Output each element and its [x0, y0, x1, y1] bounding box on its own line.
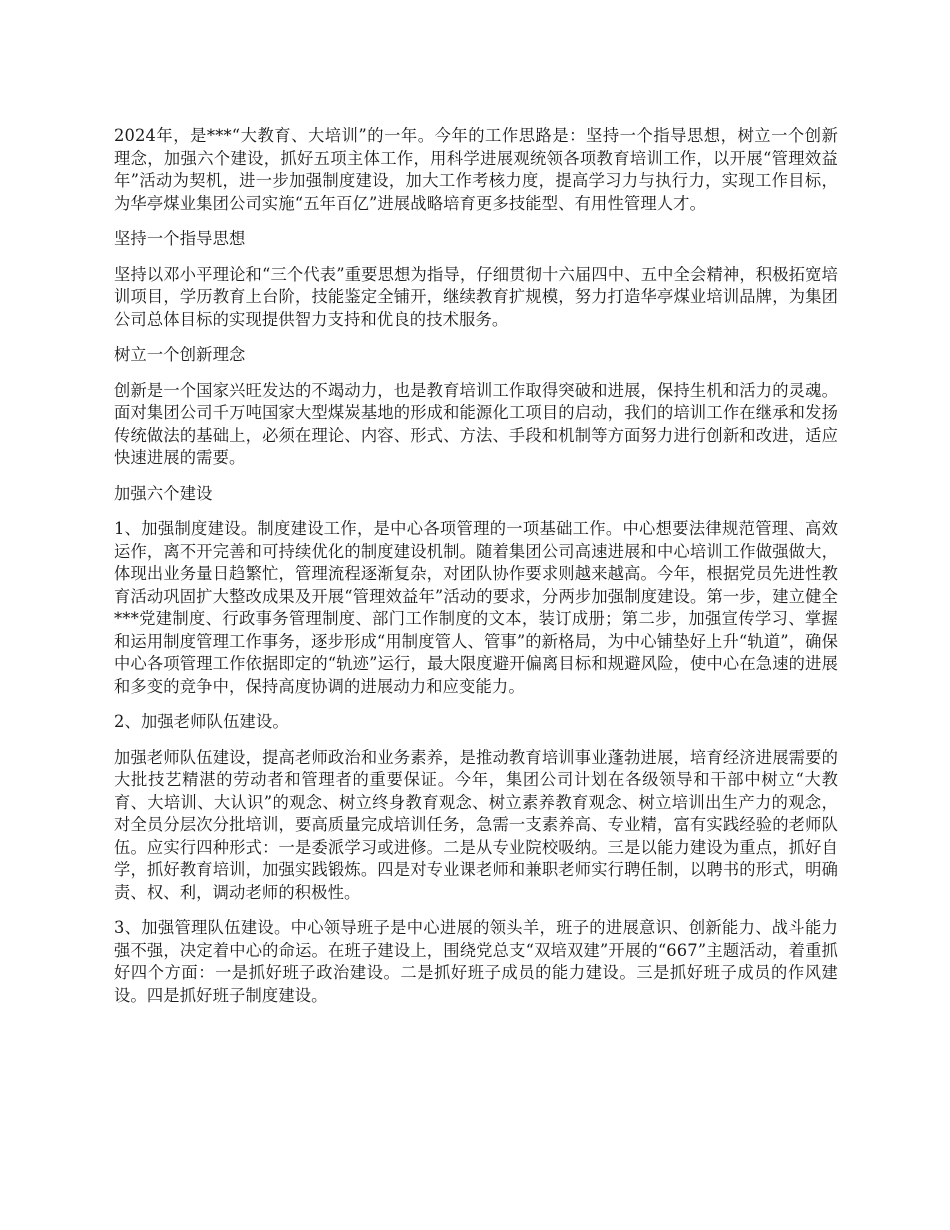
innovation-paragraph: 创新是一个国家兴旺发达的不竭动力，也是教育培训工作取得突破和进展，保持生机和活力的灵魂。面对集团公司千万吨国家大型煤炭基地的形成和能源化工项目的启动，我们的培训工作在继承和发扬传统做法的基础上，必须在理论、内容、形式、方法、手段和机制等方面努力进行创新和改进，适应快速进展的需要。	[114, 380, 838, 467]
section-heading-six-constructions: 加强六个建设	[114, 483, 213, 503]
document-body	[114, 125, 838, 1020]
system-construction-paragraph: 1、加强制度建设。制度建设工作，是中心各项管理的一项基础工作。中心想要法律规范管理、高效运作，离不开完善和可持续优化的制度建设机制。随着集团公司高速进展和中心培训工作做强做大，体现出业务量日趋繁忙，管理流程逐渐复杂，对团队协作要求则越来越高。今年，根据党员先进性教育活动巩固扩大整改成果及开展“管理效益年”活动的要求，分两步加强制度建设。第一步，建立健全***党建制度、行政事务管理制度、部门工作制度的文本，装订成册；第二步，加强宣传学习、掌握和运用制度管理工作事务，逐步形成“用制度管人、管事”的新格局，为中心铺垫好上升“轨道”，确保中心各项管理工作依据即定的“轨迹”运行，最大限度避开偏离目标和规避风险，使中心在急速的进展和多变的竞争中，保持高度协调的进展动力和应变能力。	[114, 519, 839, 696]
section-heading-teacher-team: 2、加强老师队伍建设。	[114, 712, 289, 731]
guiding-thought-paragraph: 坚持以邓小平理论和“三个代表”重要思想为指导，仔细贯彻十六届四中、五中全会精神，积极拓宽培训项目，学历教育上台阶，技能鉴定全铺开，继续教育扩规模，努力打造华亭煤业培训品牌，为集团公司总体目标的实现提供智力支持和优良的技术服务。	[114, 264, 838, 329]
section-heading-guiding-thought: 坚持一个指导思想	[114, 229, 246, 248]
teacher-team-paragraph: 加强老师队伍建设，提高老师政治和业务素养，是推动教育培训事业蓬勃进展，培育经济进展需要的大批技艺精湛的劳动者和管理者的重要保证。今年，集团公司计划在各级领导和干部中树立“大教育、大培训、大认识”的观念、树立终身教育观念、树立素养教育观念、树立培训出生产力的观念，对全员分层次分批培训，要高质量完成培训任务，急需一支素养高、专业精，富有实践经验的老师队伍。应实行四种形式：一是委派学习或进修。二是从专业院校吸纳。三是以能力建设为重点，抓好自学，抓好教育培训，加强实践锻炼。四是对专业课老师和兼职老师实行聘任制，以聘书的形式，明确责、权、利，调动老师的积极性。	[114, 747, 838, 902]
management-team-paragraph: 3、加强管理队伍建设。中心领导班子是中心进展的领头羊，班子的进展意识、创新能力、战斗能力强不强，决定着中心的命运。在班子建设上，围绕党总支“双培双建”开展的“667”主题活动，着重抓好四个方面：一是抓好班子政治建设。二是抓好班子成员的能力建设。三是抓好班子成员的作风建设。四是抓好班子制度建设。	[114, 918, 838, 1005]
section-heading-innovation: 树立一个创新理念	[114, 345, 246, 364]
intro-paragraph: 2024年，是***“大教育、大培训”的一年。今年的工作思路是：坚持一个指导思想，树立一个创新理念，加强六个建设，抓好五项主体工作，用科学进展观统领各项教育培训工作，以开展“管理效益年”活动为契机，进一步加强制度建设，加大工作考核力度，提高学习力与执行力，实现工作目标，为华亭煤业集团公司实施“五年百亿”进展战略培育更多技能型、有用性管理人才。	[114, 126, 838, 213]
